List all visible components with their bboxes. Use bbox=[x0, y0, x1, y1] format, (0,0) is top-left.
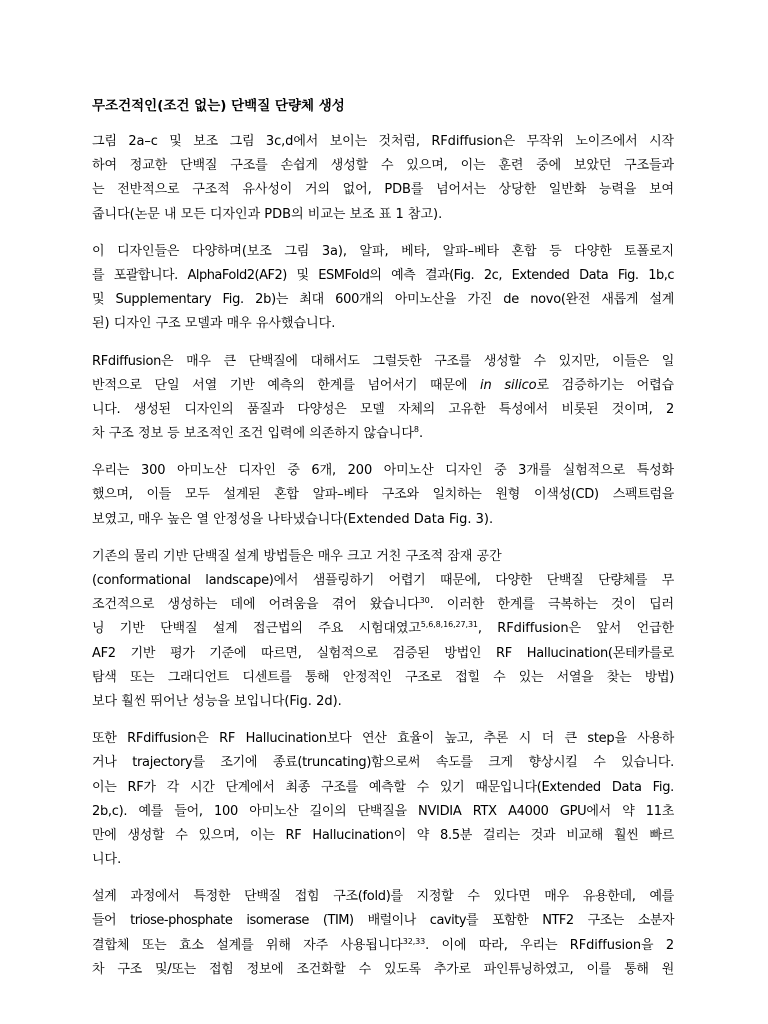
document-page bbox=[92, 96, 674, 995]
paragraph-6 bbox=[92, 727, 674, 872]
text-segment: 조건적으로 생성하는 데에 어려움을 겪어 왔습니다 bbox=[92, 597, 420, 613]
text-segment: . 이러한 한계를 극복하는 것이 딥러 bbox=[429, 597, 674, 613]
text-line bbox=[92, 934, 674, 958]
text-segment: 닝 기반 단백질 설계 접근법의 주요 시험대였고 bbox=[92, 621, 421, 637]
paragraph-2 bbox=[92, 240, 674, 337]
text-line: 기존의 물리 기반 단백질 설계 방법들은 매우 크고 거친 구조적 잠재 공간 bbox=[92, 548, 502, 564]
citation-superscript: 32,33 bbox=[402, 936, 426, 946]
text-line: 우리는 300 아미노산 디자인 중 6개, 200 아미노산 디자인 중 3개를 실험적으로 특성화 bbox=[92, 463, 674, 479]
text-line: 보였고, 매우 높은 열 안정성을 나타냈습니다(Extended Data Fig. 3). bbox=[92, 511, 494, 527]
text-line: 차 구조 및/또는 접힘 정보에 조건화할 수 있도록 추가로 파인튜닝하였고, 이를 통해 원 bbox=[92, 961, 674, 977]
text-line: 보다 훨씬 뛰어난 성능을 보입니다(Fig. 2d). bbox=[92, 693, 342, 709]
text-line: 니다. bbox=[92, 852, 122, 868]
text-segment: 로 검증하기는 어렵습 bbox=[536, 377, 674, 393]
text-line: 이는 RF가 각 시간 단계에서 최종 구조를 예측할 수 있기 때문입니다(Extended Data Fig. bbox=[92, 779, 674, 795]
text-line: 를 포괄합니다. AlphaFold2(AF2) 및 ESMFold의 예측 결과(Fig. 2c, Extended Data Fig. 1b,c bbox=[92, 267, 674, 283]
text-line bbox=[92, 374, 674, 398]
text-line: 거나 trajectory를 조기에 종료(truncating)함으로써 속도를 크게 향상시킬 수 있습니다. bbox=[92, 755, 674, 771]
text-line: 설계 과정에서 특정한 단백질 접힘 구조(fold)를 지정할 수 있다면 매우 유용한데, 예를 bbox=[92, 889, 674, 905]
text-line bbox=[92, 617, 674, 641]
text-line: (conformational landscape)에서 샘플링하기 어렵기 때문에, 다양한 단백질 단량체를 무 bbox=[92, 573, 674, 588]
text-segment: , RFdiffusion은 앞서 언급한 bbox=[477, 621, 674, 637]
text-line: 만에 생성할 수 있으며, 이는 RF Hallucination이 약 8.5분 걸리는 것과 비교해 훨씬 빠르 bbox=[92, 827, 674, 843]
text-line: 줍니다(논문 내 모든 디자인과 PDB의 비교는 보조 표 1 참고). bbox=[92, 206, 443, 222]
text-segment: 차 구조 정보 등 보조적인 조건 입력에 의존하지 않습니다 bbox=[92, 426, 414, 442]
text-line: 2b,c). 예를 들어, 100 아미노산 길이의 단백질을 NVIDIA RTX A4000 GPU에서 약 11초 bbox=[92, 803, 674, 819]
text-line: 및 Supplementary Fig. 2b)는 최대 600개의 아미노산을 가진 de novo(완전 새롭게 설계 bbox=[92, 292, 674, 308]
text-line: 탐색 또는 그래디언트 디센트를 통해 안정적인 구조로 접힐 수 있는 서열을 찾는 방법) bbox=[92, 669, 674, 685]
text-segment: 반적으로 단일 서열 기반 예측의 한계를 넘어서기 때문에 bbox=[92, 377, 481, 393]
text-segment: . 이에 따라, 우리는 RFdiffusion을 2 bbox=[425, 937, 674, 953]
paragraph-5 bbox=[92, 545, 674, 714]
text-line bbox=[92, 593, 674, 617]
text-segment: 결합체 또는 효소 설계를 위해 자주 사용됩니다 bbox=[92, 937, 403, 953]
italic-term: in silico bbox=[480, 377, 537, 393]
text-line: 된) 디자인 구조 모델과 매우 유사했습니다. bbox=[92, 316, 336, 332]
citation-superscript: 8 bbox=[413, 425, 419, 435]
text-line: RFdiffusion은 매우 큰 단백질에 대해서도 그럴듯한 구조를 생성할 수 있지만, 이들은 일 bbox=[92, 353, 674, 369]
text-line: 했으며, 이들 모두 설계된 혼합 알파–베타 구조와 일치하는 원형 이색성(CD) 스펙트럼을 bbox=[92, 487, 674, 503]
text-line: 그림 2a–c 및 보조 그림 3c,d에서 보이는 것처럼, RFdiffusion은 무작위 노이즈에서 시작 bbox=[92, 134, 674, 149]
paragraph-7 bbox=[92, 885, 674, 982]
text-line: 또한 RFdiffusion은 RF Hallucination보다 연산 효율이 높고, 추론 시 더 큰 step을 사용하 bbox=[92, 731, 674, 747]
text-line: 하여 정교한 단백질 구조를 손쉽게 생성할 수 있으며, 이는 훈련 중에 보았던 구조들과 bbox=[92, 158, 674, 174]
text-line: 이 디자인들은 다양하며(보조 그림 3a), 알파, 베타, 알파–베타 혼합 등 다양한 토폴로지 bbox=[92, 243, 674, 259]
paragraph-4 bbox=[92, 459, 674, 532]
text-line bbox=[92, 422, 674, 446]
section-heading: 무조건적인(조건 없는) 단백질 단량체 생성 bbox=[92, 98, 345, 114]
text-segment: . bbox=[419, 426, 424, 442]
paragraph-3 bbox=[92, 350, 674, 447]
text-line: AF2 기반 평가 기준에 따르면, 실험적으로 검증된 방법인 RF Hallucination(몬테카를로 bbox=[92, 645, 674, 661]
citation-superscript: 5,6,8,16,27,31 bbox=[420, 620, 478, 630]
citation-superscript: 30 bbox=[419, 596, 430, 606]
text-line: 들어 triose-phosphate isomerase (TIM) 배럴이나 cavity를 포함한 NTF2 구조는 소분자 bbox=[92, 913, 674, 929]
text-line: 니다. 생성된 디자인의 품질과 다양성은 모델 자체의 고유한 특성에서 비롯된 것이며, 2 bbox=[92, 401, 674, 417]
paragraph-1 bbox=[92, 130, 674, 227]
text-line: 는 전반적으로 구조적 유사성이 거의 없어, PDB를 넘어서는 상당한 일반화 능력을 보여 bbox=[92, 182, 674, 198]
